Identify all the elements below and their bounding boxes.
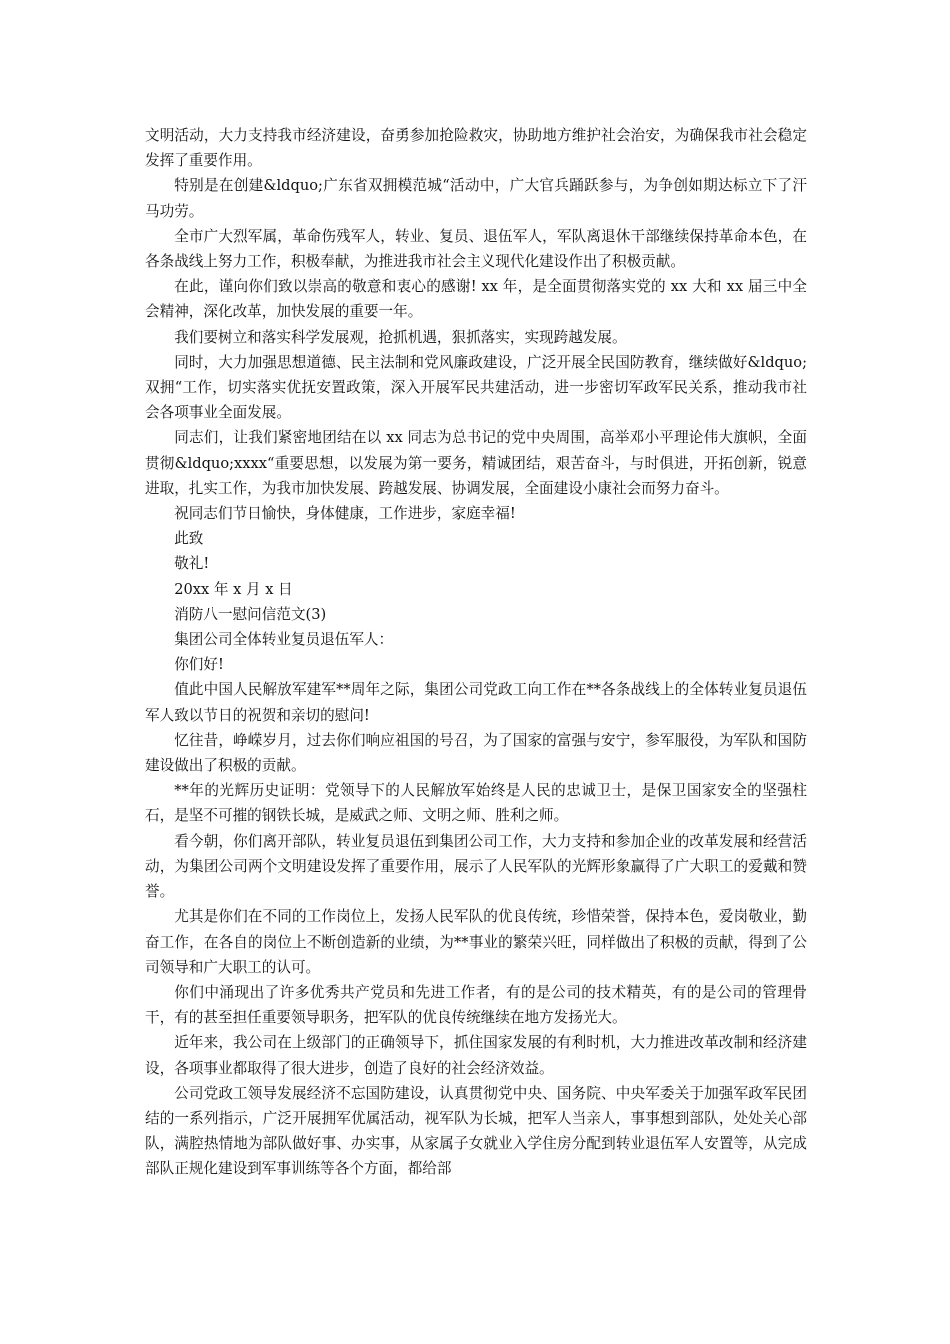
paragraph: 文明活动，大力支持我市经济建设，奋勇参加抢险救灾，协助地方维护社会治安，为确保我市社会稳定发挥了重要作用。 — [145, 127, 807, 170]
paragraph: 值此中国人民解放军建军**周年之际，集团公司党政工向工作在**各条战线上的全体转业复员退伍军人致以节日的祝贺和亲切的慰问! — [145, 681, 807, 724]
paragraph: 你们中涌现出了许多优秀共产党员和先进工作者，有的是公司的技术精英，有的是公司的管理骨干，有的甚至担任重要领导职务，把军队的优良传统继续在地方发扬光大。 — [145, 983, 807, 1027]
paragraph: 在此，谨向你们致以崇高的敬意和衷心的感谢! xx 年，是全面贯彻落实党的 xx 大和 xx 届三中全会精神，深化改革，加快发展的重要一年。 — [145, 278, 807, 321]
paragraph: **年的光辉历史证明：党领导下的人民解放军始终是人民的忠诚卫士，是保卫国家安全的坚强柱石，是坚不可摧的钢铁长城，是威武之师、文明之师、胜利之师。 — [145, 782, 807, 825]
paragraph: 同志们，让我们紧密地团结在以 xx 同志为总书记的党中央周围，高举邓小平理论伟大旗帜，全面贯彻&ldquo;xxxx“重要思想，以发展为第一要务，精诚团结，艰苦奋斗，与时俱进，开拓创新，锐意进取，扎实工作，为我市加快发展、跨越发展、协调发展，全面建设小康社会而努力奋斗。 — [145, 429, 807, 497]
paragraph: 特别是在创建&ldquo;广东省双拥模范城“活动中，广大官兵踊跃参与，为争创如期达标立下了汗马功劳。 — [145, 177, 807, 220]
paragraph: 近年来，我公司在上级部门的正确领导下，抓住国家发展的有利时机，大力推进改革改制和经济建设，各项事业都取得了很大进步，创造了良好的社会经济效益。 — [145, 1034, 807, 1077]
paragraph: 公司党政工领导发展经济不忘国防建设，认真贯彻党中央、国务院、中央军委关于加强军政军民团结的一系列指示，广泛开展拥军优属活动，视军队为长城，把军人当亲人，事事想到部队，处处关心部队，满腔热情地为部队做好事、办实事，从家属子女就业入学住房分配到转业退伍军人安置等，从完成部队正规化建设到军事训练等各个方面，都给部 — [145, 1084, 807, 1178]
paragraph: 同时，大力加强思想道德、民主法制和党风廉政建设，广泛开展全民国防教育，继续做好&ldquo;双拥“工作，切实落实优抚安置政策，深入开展军民共建活动，进一步密切军政军民关系，推动我市社会各项事业全面发展。 — [145, 353, 807, 422]
paragraph: 我们要树立和落实科学发展观，抢抓机遇，狠抓落实，实现跨越发展。 — [174, 328, 627, 346]
paragraph: 看今朝，你们离开部队，转业复员退伍到集团公司工作，大力支持和参加企业的改革发展和经营活动，为集团公司两个文明建设发挥了重要作用，展示了人民军队的光辉形象赢得了广大职工的爱戴和赞誉。 — [145, 832, 807, 901]
salutation-line: 敬礼! — [174, 555, 210, 573]
greeting: 你们好! — [174, 656, 224, 674]
addressee: 集团公司全体转业复员退伍军人： — [174, 631, 394, 649]
closing-wish: 祝同志们节日愉快，身体健康，工作进步，家庭幸福! — [174, 505, 516, 523]
paragraph: 全市广大烈军属，革命伤残军人，转业、复员、退伍军人，军队离退休干部继续保持革命本色，在各条战线上努力工作，积极奉献，为推进我市社会主义现代化建设作出了积极贡献。 — [145, 227, 807, 271]
paragraph: 尤其是你们在不同的工作岗位上，发扬人民军队的优良传统，珍惜荣誉，保持本色，爱岗敬业，勤奋工作，在各自的岗位上不断创造新的业绩，为**事业的繁荣兴旺，同样做出了积极的贡献，得到了公司领导和广大职工的认可。 — [145, 908, 807, 976]
salutation-line: 此致 — [174, 530, 204, 548]
section-title: 消防八一慰问信范文(3) — [174, 605, 327, 623]
paragraph: 忆往昔，峥嵘岁月，过去你们响应祖国的号召，为了国家的富强与安宁，参军服役，为军队和国防建设做出了积极的贡献。 — [145, 731, 807, 775]
document-body — [145, 123, 807, 1182]
date-line: 20xx 年 x 月 x 日 — [174, 580, 293, 598]
